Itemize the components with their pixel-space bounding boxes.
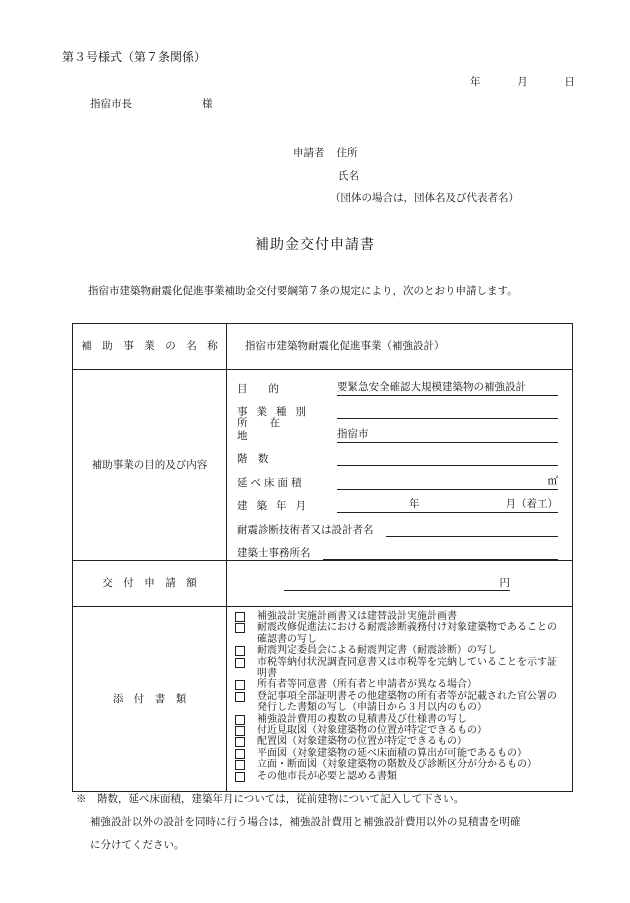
location-input[interactable]: 指宿市: [337, 428, 558, 443]
attachment-item: 補強設計費用の複数の見積書及び仕様書の写し: [235, 714, 564, 725]
checkbox[interactable]: [235, 646, 245, 656]
field-label: 目 的: [237, 382, 279, 395]
purpose-field-designer: [237, 513, 558, 537]
attachment-item: その他市長が必要と認める書類: [235, 771, 564, 782]
checkbox[interactable]: [235, 623, 245, 633]
attachment-item: 立面・断面図（対象建築物の階数及び診断区分が分かるもの）: [235, 759, 564, 770]
built-month-label: 月（着工）: [505, 498, 558, 511]
built-date-input[interactable]: [337, 498, 558, 513]
date-day-label: 日: [564, 76, 575, 88]
note-line-2: 補強設計以外の設計を同時に行う場合は，補強設計費用と補強設計費用以外の見積書を明確: [90, 816, 521, 828]
attachments-label: 添 付 書 類: [73, 607, 227, 792]
checkbox[interactable]: [235, 749, 245, 759]
field-label: 延べ床面積: [237, 476, 305, 489]
intro-text: 指宿市建築物耐震化促進事業補助金交付要綱第７条の規定により，次のとおり申請します。: [88, 285, 518, 297]
attachment-item: 付近見取図（対象建築物の位置が特定できるもの）: [235, 725, 564, 736]
amount-input[interactable]: [284, 577, 510, 591]
purpose-field-office: [237, 537, 558, 561]
attachment-item: 配置図（対象建築物の位置が特定できるもの）: [235, 736, 564, 747]
field-label: 階 数: [237, 453, 269, 466]
purpose-field-floor-area: [237, 466, 558, 490]
applicant-label: 申請者: [293, 147, 325, 159]
amount-row: [73, 561, 573, 607]
field-label: 建築年月: [237, 500, 315, 513]
checkbox[interactable]: [235, 737, 245, 747]
attachment-item: 登記事項全部証明書その他建築物の所有者等が記載された官公署の発行した書類の写し（申請日から３月以内のもの）: [235, 691, 564, 714]
attachment-item: 所有者等同意書（所有者と申請者が異なる場合）: [235, 679, 564, 690]
project-name-label: 補 助 事 業 の 名 称: [73, 324, 227, 370]
purpose-field-built-date: [237, 490, 558, 514]
checkbox[interactable]: [235, 715, 245, 725]
field-label: 所在地: [237, 417, 302, 442]
attachments-list: [227, 607, 572, 782]
purpose-fields: [227, 370, 572, 560]
field-label: 事業種別: [237, 406, 315, 419]
date-month-label: 月: [517, 76, 528, 88]
attachment-item: 耐震判定委員会による耐震判定書（耐震診断）の写し: [235, 645, 564, 656]
addressee-name: 指宿市長: [90, 98, 132, 110]
office-input[interactable]: [323, 545, 559, 560]
form-id: 第３号様式（第７条関係）: [62, 50, 207, 64]
application-table: [72, 323, 573, 792]
built-year-label: 年: [409, 498, 420, 511]
checkbox[interactable]: [235, 680, 245, 690]
project-name-value: 指宿市建築物耐震化促進事業（補強設計）: [227, 324, 573, 370]
floor-area-input[interactable]: [337, 475, 558, 490]
checkbox[interactable]: [235, 772, 245, 782]
amount-unit: 円: [499, 576, 510, 589]
project-type-input[interactable]: [337, 404, 558, 419]
note-line-3: に分けてください。: [90, 839, 185, 851]
attachment-item: 平面図（対象建築物の延べ床面積の算出が可能であるもの）: [235, 748, 564, 759]
attachment-item: 耐震改修促進法における耐震診断義務付け対象建築物であることの確認書の写し: [235, 622, 564, 645]
checkbox[interactable]: [235, 612, 245, 622]
attachment-item: 補強設計実施計画書又は建替設計実施計画書: [235, 611, 564, 622]
date-year-label: 年: [470, 76, 481, 88]
field-label: 耐震診断技術者又は設計者名: [237, 523, 374, 536]
checkbox[interactable]: [235, 726, 245, 736]
field-label: 建築士事務所名: [237, 547, 311, 560]
amount-label: 交 付 申 請 額: [73, 561, 227, 607]
applicant-address-label: 住所: [336, 147, 358, 159]
addressee-honorific: 様: [202, 98, 213, 110]
purpose-row: [73, 370, 573, 561]
checkbox[interactable]: [235, 658, 245, 668]
project-name-row: [73, 324, 573, 370]
checkbox[interactable]: [235, 692, 245, 702]
floor-area-unit: ㎡: [547, 474, 558, 487]
applicant-group-note: （団体の場合は，団体名及び代表者名）: [330, 192, 519, 204]
attachments-row: [73, 607, 573, 792]
objective-input[interactable]: 要緊急安全確認大規模建築物の補強設計: [337, 381, 558, 396]
designer-input[interactable]: [386, 522, 559, 537]
purpose-field-type: [237, 396, 558, 420]
purpose-field-location: [237, 419, 558, 443]
attachment-item: 市税等納付状況調査同意書又は市税等を完納していることを示す証明書: [235, 657, 564, 680]
document-title: 補助金交付申請書: [255, 237, 375, 253]
applicant-address-line: [293, 147, 358, 160]
date-line: [470, 76, 575, 89]
floors-input[interactable]: [337, 451, 558, 466]
applicant-name-label: 氏名: [338, 170, 359, 182]
note-line-1: ※ 階数，延べ床面積，建築年月については，従前建物について記入して下さい。: [76, 793, 465, 805]
purpose-field-floors: [237, 443, 558, 467]
purpose-label: 補助事業の目的及び内容: [73, 370, 227, 561]
checkbox[interactable]: [235, 760, 245, 770]
purpose-field-objective: [237, 372, 558, 396]
addressee: [90, 98, 213, 111]
